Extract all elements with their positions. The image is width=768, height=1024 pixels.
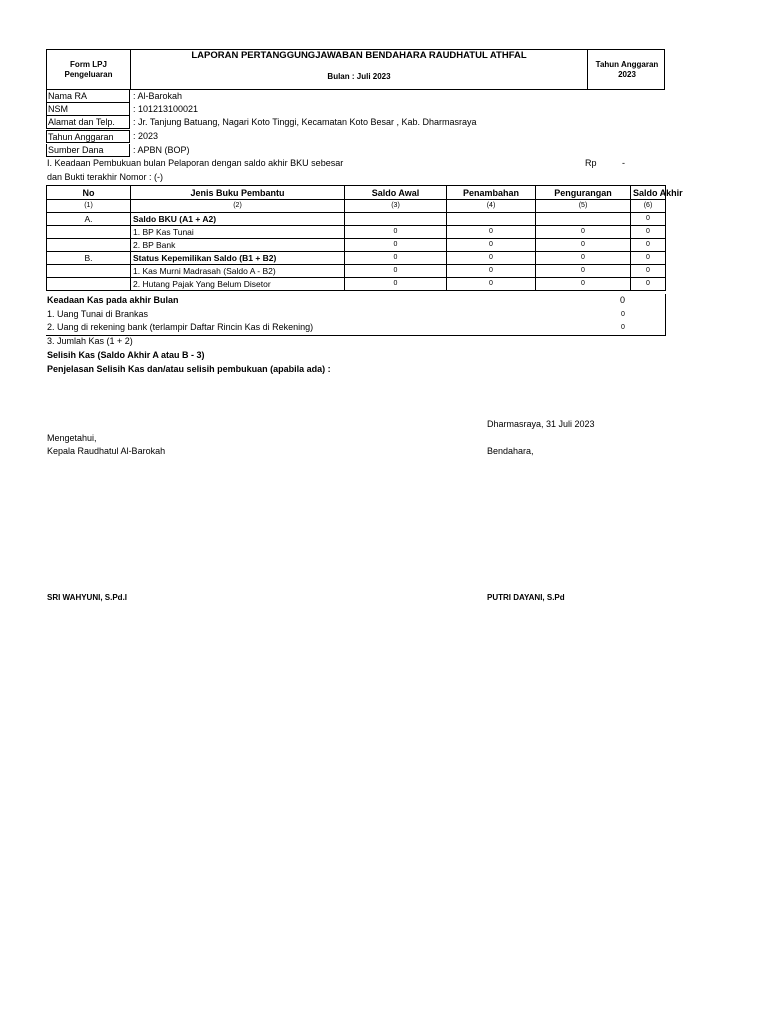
row-pengurangan: 0	[536, 252, 631, 265]
section1-text: I. Keadaan Pembukuan bulan Pelaporan dengan saldo akhir BKU sebesar	[47, 158, 344, 168]
row-pengurangan: 0	[536, 278, 631, 291]
cash-border-bottom	[46, 335, 666, 336]
row-jenis: 1. Kas Murni Madrasah (Saldo A - B2)	[131, 265, 345, 278]
row-no	[47, 265, 131, 278]
column-number: (2)	[131, 200, 345, 213]
row-saldo-akhir: 0	[631, 252, 666, 265]
cash-item-1-value: 0	[621, 311, 625, 318]
table-row	[47, 278, 666, 291]
row-no: A.	[47, 213, 131, 226]
row-saldo-awal: 0	[345, 252, 447, 265]
column-number: (4)	[447, 200, 536, 213]
section1-currency: Rp	[585, 158, 597, 168]
balance-table	[46, 185, 683, 291]
row-jenis: 1. BP Kas Tunai	[131, 226, 345, 239]
column-header: Penambahan	[447, 186, 536, 200]
row-saldo-awal: 0	[345, 265, 447, 278]
row-pengurangan	[536, 213, 631, 226]
column-number: (1)	[47, 200, 131, 213]
report-title: LAPORAN PERTANGGUNGJAWABAN BENDAHARA RAUDHATUL ATHFAL	[191, 50, 527, 61]
row-penambahan	[447, 213, 536, 226]
cash-explanation: Penjelasan Selisih Kas dan/atau selisih pembukuan (apabila ada) :	[47, 364, 331, 374]
row-saldo-awal: 0	[345, 239, 447, 252]
budget-year-cell	[588, 50, 666, 89]
info-value: : 2023	[133, 131, 159, 141]
column-number: (5)	[536, 200, 631, 213]
cash-title-value: 0	[620, 295, 626, 305]
title-cell	[131, 50, 588, 89]
column-number: (6)	[631, 200, 666, 213]
cash-item-3: 3. Jumlah Kas (1 + 2)	[47, 336, 133, 346]
row-no	[47, 226, 131, 239]
info-value: : Jr. Tanjung Batuang, Nagari Koto Tinggi, Kecamatan Koto Besar , Kab. Dharmasraya	[133, 117, 477, 127]
table-row	[47, 252, 666, 265]
cash-border-right	[665, 294, 666, 336]
table-row	[47, 213, 666, 226]
row-pengurangan: 0	[536, 226, 631, 239]
row-no	[47, 278, 131, 291]
info-label: Nama RA	[46, 90, 130, 103]
cash-title: Keadaan Kas pada akhir Bulan	[47, 295, 179, 305]
info-value: : 101213100021	[133, 104, 199, 114]
row-saldo-akhir: 0	[631, 226, 666, 239]
info-value: : APBN (BOP)	[133, 145, 190, 155]
form-label	[47, 50, 131, 89]
row-saldo-akhir: 0	[631, 265, 666, 278]
treasurer-name: PUTRI DAYANI, S.Pd	[487, 593, 565, 602]
cash-item-2-value: 0	[621, 324, 625, 331]
row-saldo-akhir: 0	[631, 213, 666, 226]
column-header: Pengurangan	[536, 186, 631, 200]
table-row	[47, 265, 666, 278]
head-title: Kepala Raudhatul Al-Barokah	[47, 446, 166, 456]
row-saldo-awal: 0	[345, 226, 447, 239]
table-row	[47, 239, 666, 252]
info-value: : Al-Barokah	[133, 91, 183, 101]
table-row	[47, 226, 666, 239]
info-label: Tahun Anggaran	[46, 130, 130, 143]
place-date: Dharmasraya, 31 Juli 2023	[487, 419, 595, 429]
cash-item-2: 2. Uang di rekening bank (terlampir Daftar Rincin Kas di Rekening)	[47, 322, 314, 332]
info-label: Alamat dan Telp.	[46, 116, 130, 129]
row-penambahan: 0	[447, 278, 536, 291]
row-pengurangan: 0	[536, 265, 631, 278]
row-penambahan: 0	[447, 239, 536, 252]
row-penambahan: 0	[447, 265, 536, 278]
form-label-text: Form LPJ Pengeluaran	[64, 59, 113, 79]
column-header: Jenis Buku Pembantu	[131, 186, 345, 200]
column-header: Saldo Awal	[345, 186, 447, 200]
row-jenis: Saldo BKU (A1 + A2)	[131, 213, 345, 226]
table-subheader-row	[47, 200, 666, 213]
report-month: Bulan : Juli 2023	[327, 72, 391, 81]
section1-amount: -	[622, 158, 625, 168]
row-saldo-awal	[345, 213, 447, 226]
row-jenis: 2. BP Bank	[131, 239, 345, 252]
column-header: Saldo Akhir	[631, 186, 666, 200]
row-saldo-awal: 0	[345, 278, 447, 291]
row-jenis: Status Kepemilikan Saldo (B1 + B2)	[131, 252, 345, 265]
info-label: Sumber Dana	[46, 144, 130, 157]
table-header-row	[47, 186, 666, 200]
row-penambahan: 0	[447, 226, 536, 239]
cash-difference: Selisih Kas (Saldo Akhir A atau B - 3)	[47, 350, 205, 360]
row-jenis: 2. Hutang Pajak Yang Belum Disetor	[131, 278, 345, 291]
section1-last-proof: dan Bukti terakhir Nomor : (-)	[47, 172, 164, 182]
row-saldo-akhir: 0	[631, 278, 666, 291]
row-saldo-akhir: 0	[631, 239, 666, 252]
known-label: Mengetahui,	[47, 433, 97, 443]
column-number: (3)	[345, 200, 447, 213]
row-no: B.	[47, 252, 131, 265]
head-name: SRI WAHYUNI, S.Pd.I	[47, 593, 128, 602]
row-no	[47, 239, 131, 252]
treasurer-title: Bendahara,	[487, 446, 534, 456]
row-pengurangan: 0	[536, 239, 631, 252]
info-label: NSM	[46, 103, 130, 116]
column-header: No	[47, 186, 131, 200]
budget-year-label: Tahun Anggaran 2023	[595, 59, 659, 79]
report-header	[46, 49, 665, 90]
cash-item-1: 1. Uang Tunai di Brankas	[47, 309, 149, 319]
row-penambahan: 0	[447, 252, 536, 265]
